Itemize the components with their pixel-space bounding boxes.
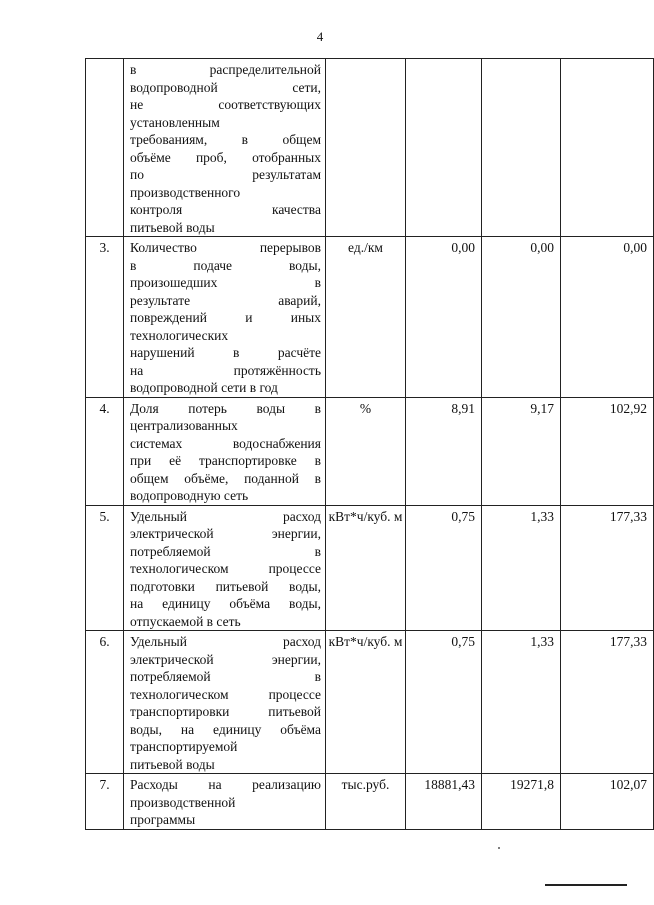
unit-of-measure: тыс.руб. [326, 774, 406, 830]
table-row [86, 774, 654, 830]
value-actual: 1,33 [482, 505, 561, 631]
unit-of-measure: ед./км [326, 237, 406, 398]
table-row [86, 59, 654, 237]
row-number: 5. [86, 505, 124, 631]
row-number: 4. [86, 397, 124, 505]
value-actual: 9,17 [482, 397, 561, 505]
description-line: на протяжённость [130, 362, 321, 378]
indicators-table [85, 58, 654, 830]
description-line: питьевой воды [130, 756, 215, 772]
table-row [86, 397, 654, 505]
description-line: технологических [130, 327, 229, 343]
indicator-description [124, 397, 326, 505]
description-line: Количество перерывов [130, 240, 321, 255]
description-line: по результатам [130, 167, 321, 182]
scan-artifact-line [545, 884, 627, 886]
value-percent: 102,07 [561, 774, 654, 830]
value-actual [482, 59, 561, 237]
value-percent: 177,33 [561, 505, 654, 631]
description-line: результате аварий, [130, 292, 321, 308]
description-line: в распределительной [130, 62, 321, 77]
description-line: транспортировки питьевой [130, 704, 321, 719]
description-line: нарушений в расчёте [130, 345, 321, 360]
description-line: централизованных [130, 418, 238, 433]
description-line: повреждений и иных [130, 310, 321, 325]
description-line: системах водоснабжения [130, 435, 321, 451]
scan-artifact-dot [498, 847, 500, 849]
indicator-description [124, 774, 326, 830]
description-line: технологическом процессе [130, 561, 321, 576]
unit-of-measure: кВт*ч/куб. м [326, 631, 406, 774]
value-actual: 19271,8 [482, 774, 561, 830]
description-line: отпускаемой в сеть [130, 613, 241, 629]
description-line: водопроводной сети, [130, 79, 321, 95]
value-percent: 177,33 [561, 631, 654, 774]
description-line: Доля потерь воды в [130, 400, 321, 416]
description-line: транспортируемой [130, 739, 238, 754]
value-plan: 0,75 [406, 505, 482, 631]
value-percent: 102,92 [561, 397, 654, 505]
description-line: установленным [130, 114, 220, 130]
description-line: питьевой воды [130, 219, 215, 235]
description-line: технологическом процессе [130, 686, 321, 702]
value-plan: 18881,43 [406, 774, 482, 830]
indicator-description [124, 505, 326, 631]
description-line: водопроводную сеть [130, 488, 249, 503]
description-line: подготовки питьевой воды, [130, 578, 321, 594]
description-line: водопроводной сети в год [130, 380, 278, 395]
indicator-description [124, 631, 326, 774]
unit-of-measure: кВт*ч/куб. м [326, 505, 406, 631]
description-line: производственной [130, 794, 236, 810]
description-line: потребляемой в [130, 669, 321, 684]
row-number: 3. [86, 237, 124, 398]
indicator-description [124, 59, 326, 237]
description-line: контроля качества [130, 202, 321, 217]
row-number [86, 59, 124, 237]
table-body [86, 59, 654, 830]
value-plan: 0,75 [406, 631, 482, 774]
description-line: электрической энергии, [130, 651, 321, 667]
table-row [86, 505, 654, 631]
description-line: требованиям, в общем [130, 132, 321, 147]
value-percent [561, 59, 654, 237]
description-line: на единицу объёма воды, [130, 596, 321, 611]
value-plan: 0,00 [406, 237, 482, 398]
table-row [86, 631, 654, 774]
description-line: электрической энергии, [130, 526, 321, 541]
indicator-description [124, 237, 326, 398]
value-actual: 1,33 [482, 631, 561, 774]
description-line: в подаче воды, [130, 257, 321, 273]
description-line: производственного [130, 184, 241, 200]
description-line: Удельный расход [130, 634, 321, 649]
description-line: воды, на единицу объёма [130, 721, 321, 737]
unit-of-measure: % [326, 397, 406, 505]
description-line: не соответствующих [130, 97, 321, 112]
description-line: программы [130, 812, 196, 827]
value-actual: 0,00 [482, 237, 561, 398]
description-line: объёме проб, отобранных [130, 149, 321, 165]
value-percent: 0,00 [561, 237, 654, 398]
row-number: 6. [86, 631, 124, 774]
value-plan [406, 59, 482, 237]
description-line: потребляемой в [130, 543, 321, 559]
value-plan: 8,91 [406, 397, 482, 505]
description-line: Удельный расход [130, 508, 321, 524]
description-line: произошедших в [130, 275, 321, 290]
table-row [86, 237, 654, 398]
description-line: общем объёме, поданной в [130, 470, 321, 486]
description-line: Расходы на реализацию [130, 777, 321, 792]
unit-of-measure [326, 59, 406, 237]
row-number: 7. [86, 774, 124, 830]
description-line: при её транспортировке в [130, 453, 321, 468]
page-number: 4 [316, 29, 324, 44]
